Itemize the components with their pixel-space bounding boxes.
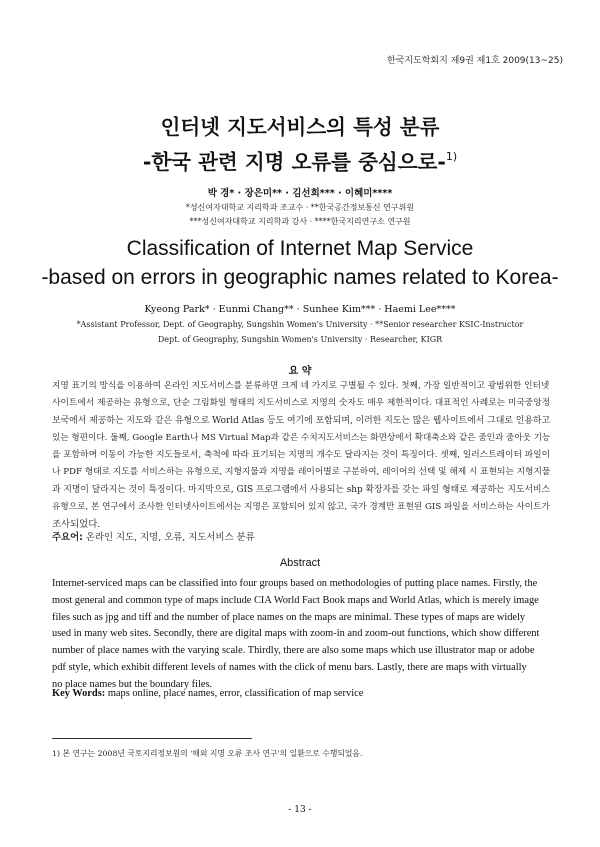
english-keywords <box>52 688 552 699</box>
korean-abstract-line: 유형으로, 본 연구에서 조사한 인터넷사이트에서는 지명은 포함되어 있지 않고, 국가 경계만 표현된 GIS 파일을 서비스하는 사이트가 <box>52 502 550 513</box>
korean-title-line2-text: -한국 관련 지명 오류를 중심으로- <box>142 150 446 174</box>
korean-keywords <box>52 529 552 543</box>
footnote-mark: 1) <box>445 150 458 163</box>
korean-abstract-line: 나 PDF 형태로 지도를 서비스하는 유형으로, 지형지물과 지명을 레이어별로 구분하여, 레이어의 선택 및 해제 시 표현되는 지형지물 <box>52 467 551 478</box>
english-affiliation-2: Dept. of Geography, Sungshin Women's University · Researcher, KIGR <box>157 335 443 344</box>
english-title <box>0 234 600 292</box>
english-abstract-line: Internet-serviced maps can be classified into four groups based on methodologies of putting place names. Firstly, the <box>52 578 538 589</box>
english-abstract-line: number of place names with the varying scale. Thirdly, there are also some maps which use illustrator map or adobe <box>52 645 535 657</box>
page-number: - 13 - <box>288 805 312 815</box>
english-keywords-text: maps online, place names, error, classification of map service <box>105 688 364 699</box>
korean-abstract-line: 있는 형편이다. 둘째, Google Earth나 MS Virtual Map과 같은 수치지도서비스는 화면상에서 확대축소와 같은 줌인과 줌아웃 기능 <box>52 432 551 443</box>
korean-title-line2 <box>0 142 600 177</box>
english-title-line2: -based on errors in geographic names related to Korea- <box>41 266 559 289</box>
korean-abstract-heading: 요 약 <box>288 366 312 377</box>
korean-abstract-line: 사이트에서 제공하는 유형으로, 단순 그림화일 형태의 지도서비스로 지명의 숫자도 매우 제한적이다. 대표적인 사례로는 미국중앙정 <box>52 398 551 409</box>
korean-affiliation-2: ***성신여자대학교 지리학과 강사 · ****한국지리연구소 연구원 <box>189 217 411 226</box>
english-keywords-label: Key Words: <box>52 688 106 699</box>
footnote-rule <box>52 738 252 739</box>
english-authors: Kyeong Park* · Eunmi Chang** · Sunhee Kim*** · Haemi Lee**** <box>144 304 456 315</box>
korean-keywords-label: 주요어: <box>52 532 83 543</box>
english-title-line1: Classification of Internet Map Service <box>126 237 474 260</box>
korean-abstract-line: 보국에서 제공하는 지도와 같은 유형으로 World Atlas 등도 여기에 포함되며, 이러한 지도는 많은 웹사이트에서 그대로 인용하고 <box>52 415 551 426</box>
korean-title <box>0 113 600 177</box>
korean-abstract-line: 지명 표기의 방식을 이용하여 온라인 지도서비스를 분류하면 크게 네 가지로 구별될 수 있다. 첫째, 가장 일반적이고 광범위한 인터넷 <box>52 381 550 391</box>
korean-title-line1: 인터넷 지도서비스의 특성 분류 <box>160 115 440 139</box>
english-abstract-heading: Abstract <box>279 557 321 569</box>
korean-keywords-text: 온라인 지도, 지명, 오류, 지도서비스 분류 <box>82 532 255 543</box>
english-abstract-line: used in many web sites. Secondly, there are digital maps with zoom-in and zoom-out functions, which show different <box>52 628 540 640</box>
english-abstract-line: files such as jpg and tiff and the number of place names on the maps are minimal. These types of maps are widely <box>52 611 526 623</box>
footnote: 1) 본 연구는 2008년 국토지리정보원의 '해외 지명 오류 조사 연구'의 일환으로 수행되었음. <box>52 749 363 758</box>
english-abstract-line: most general and common type of maps include CIA World Fact Book maps and World Atlas, which is merely image <box>52 594 539 606</box>
korean-abstract-line: 조사되었다. <box>52 519 101 531</box>
korean-authors: 박 경* · 장은미** · 김선희*** · 이혜미**** <box>207 188 393 199</box>
english-abstract-body <box>52 576 552 694</box>
korean-abstract-line: 과 지명이 달라지는 것이 특징이다. 마지막으로, GIS 프로그램에서 사용되는 shp 확장자를 갖는 파일 형태로 제공하는 지도서비스 <box>52 484 551 495</box>
korean-abstract-body <box>52 378 552 534</box>
journal-header: 한국지도학회지 제9권 제1호 2009(13~25) <box>386 56 563 66</box>
english-abstract-line: no place names but the boundary files. <box>52 678 213 690</box>
korean-affiliation-1: *성신여자대학교 지리학과 조교수 · **한국공간정보통신 연구위원 <box>185 203 415 212</box>
english-affiliation-1: *Assistant Professor, Dept. of Geography, Sungshin Women's University · **Senior researcher KSIC-Instructor <box>76 320 524 329</box>
korean-abstract-line: 을 포함하며 이동이 가능한 지도들로서, 축척에 따라 표기되는 지명의 개수도 달라지는 것이 특징이다. 셋째, 일러스트레이터 파일이 <box>52 450 551 461</box>
english-abstract-line: pdf style, which exhibit different levels of names with the click of menu bars. Lastly, there are maps with virtually <box>52 661 527 673</box>
